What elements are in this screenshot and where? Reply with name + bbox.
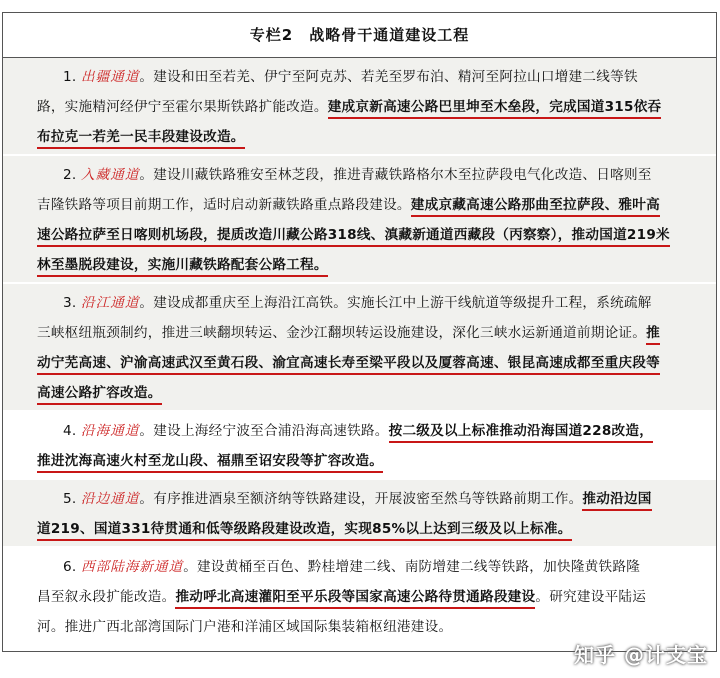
highlighted-text: 动宁芜高速、沪渝高速武汉至黄石段、渝宜高速长寿至梁平段以及厦蓉高速、银昆高速成都至重庆段等 <box>37 355 660 375</box>
highlighted-text: 按二级及以上标准推动沿海国道228改造， <box>389 423 653 443</box>
body-text: 昌至叙永段扩能改造。 <box>37 589 176 605</box>
highlighted-text: 布拉克一若羌一民丰段建设改造。 <box>37 129 245 149</box>
body-text: 建设川藏铁路雅安至林芝段，推进青藏铁路格尔木至拉萨段电气化改造、日喀则至 <box>153 167 652 183</box>
lead-punct: 。 <box>139 295 154 311</box>
text-line <box>63 62 697 92</box>
text-line <box>37 92 697 122</box>
section-number: 2. <box>63 167 82 183</box>
body-text: 吉隆铁路等项目前期工作，适时启动新藏铁路重点路段建设。 <box>37 197 411 213</box>
section-lead: 沿海通道 <box>81 423 140 439</box>
text-line <box>63 160 697 190</box>
lead-punct: 。 <box>139 491 154 507</box>
text-line <box>37 220 697 250</box>
highlighted-text: 道219、国道331待贯通和低等级路段建设改造，实现85%以上达到三级及以上标准。 <box>37 521 572 541</box>
section-5 <box>3 480 716 546</box>
body-text: 建设成都重庆至上海沿江高铁。实施长江中上游干线航道等级提升工程，系统疏解 <box>153 295 652 311</box>
text-line <box>37 348 697 378</box>
highlighted-text: 推动沿边国 <box>582 491 651 511</box>
text-line <box>37 612 697 642</box>
highlighted-text: 高速公路扩容改造。 <box>37 385 162 405</box>
section-number: 6. <box>63 559 82 575</box>
text-line <box>37 446 697 476</box>
text-line <box>63 484 697 514</box>
section-lead: 沿江通道 <box>81 295 140 311</box>
section-1 <box>3 58 716 154</box>
body-text: 建设黄桶至百色、黔桂增建二线、南防增建二线等铁路，加快隆黄铁路隆 <box>197 559 641 575</box>
text-line <box>63 552 697 582</box>
text-line <box>63 416 697 446</box>
section-number: 3. <box>63 295 82 311</box>
highlighted-text: 林至墨脱段建设，实施川藏铁路配套公路工程。 <box>37 257 328 277</box>
page-title: 专栏2 战略骨干通道建设工程 <box>249 26 470 44</box>
section-number: 4. <box>63 423 82 439</box>
text-line <box>37 582 697 612</box>
highlighted-text: 推动呼北高速灌阳至平乐段等国家高速公路待贯通路段建设 <box>175 589 535 609</box>
highlighted-text: 速公路拉萨至日喀则机场段，提质改造川藏公路318线、滇藏新通道西藏段（丙察察），推动国道219米 <box>37 227 670 247</box>
highlighted-text: 推 <box>646 325 660 345</box>
body-text: 路，实施精河经伊宁至霍尔果斯铁路扩能改造。 <box>37 99 328 115</box>
body-text: 河。推进广西北部湾国际门户港和洋浦区域国际集装箱枢纽港建设。 <box>37 619 453 635</box>
text-line <box>37 122 697 152</box>
section-lead: 沿边通道 <box>81 491 140 507</box>
section-4 <box>3 412 716 478</box>
text-line <box>37 250 697 280</box>
body-text: 建设和田至若羌、伊宁至阿克苏、若羌至罗布泊、精河至阿拉山口增建二线等铁 <box>153 69 638 85</box>
highlighted-text: 建成京新高速公路巴里坤至木垒段，完成国道315依吞 <box>328 99 662 119</box>
text-line <box>37 190 697 220</box>
highlighted-text: 推进沈海高速火村至龙山段、福鼎至诏安段等扩容改造。 <box>37 453 383 473</box>
watermark: 知乎 @计支宝 <box>574 643 708 667</box>
section-lead: 入藏通道 <box>81 167 140 183</box>
body-text: 建设上海经宁波至合浦沿海高速铁路。 <box>153 423 389 439</box>
text-line <box>37 378 697 408</box>
lead-punct: 。 <box>139 69 154 85</box>
lead-punct: 。 <box>139 423 154 439</box>
body-text: 。研究建设平陆运 <box>535 589 647 605</box>
section-3 <box>3 284 716 410</box>
section-number: 1. <box>63 69 82 85</box>
highlighted-text: 建成京藏高速公路那曲至拉萨段、雅叶高 <box>411 197 660 217</box>
text-line <box>37 318 697 348</box>
table-frame <box>2 12 717 652</box>
title-bar <box>3 13 716 58</box>
section-2 <box>3 156 716 282</box>
body-text: 三峡枢纽瓶颈制约，推进三峡翻坝转运、金沙江翻坝转运设施建设，深化三峡水运新通道前期论证。 <box>37 325 647 341</box>
section-number: 5. <box>63 491 82 507</box>
section-6 <box>3 548 716 644</box>
lead-punct: 。 <box>183 559 198 575</box>
text-line <box>63 288 697 318</box>
section-lead: 西部陆海新通道 <box>81 559 184 575</box>
lead-punct: 。 <box>139 167 154 183</box>
text-line <box>37 514 697 544</box>
section-lead: 出疆通道 <box>81 69 140 85</box>
body-text: 有序推进酒泉至额济纳等铁路建设，开展波密至然乌等铁路前期工作。 <box>153 491 583 507</box>
